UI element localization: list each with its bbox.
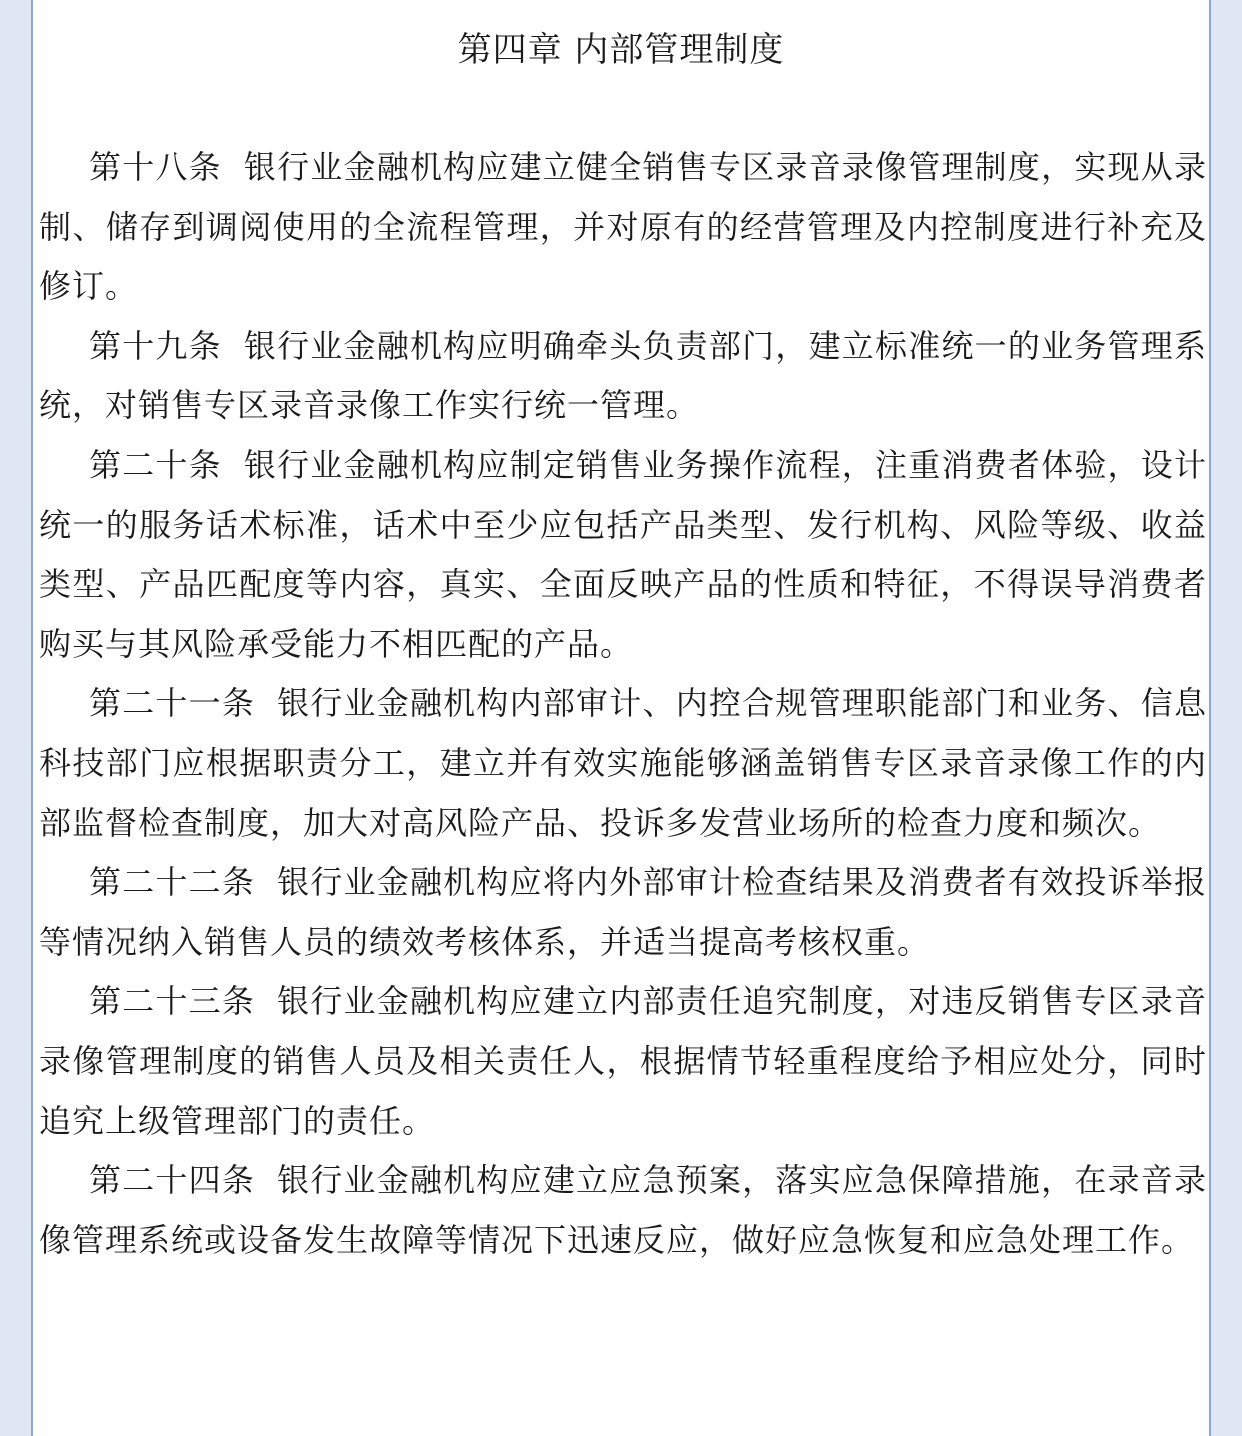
article-list <box>39 138 1207 1270</box>
article-20 <box>39 436 1207 674</box>
article-22 <box>39 853 1207 972</box>
chapter-title: 第四章 内部管理制度 <box>457 30 785 70</box>
article-number: 第二十条 <box>89 445 222 484</box>
article-text: 银行业金融机构应建立内部责任追究制度，对违反销售专区录音录像管理制度的销售人员及相关责任人，根据情节轻重程度给予相应处分，同时追究上级管理部门的责任。 <box>39 982 1207 1140</box>
article-text: 银行业金融机构内部审计、内控合规管理职能部门和业务、信息科技部门应根据职责分工，建立并有效实施能够涵盖销售专区录音录像工作的内部监督检查制度，加大对高风险产品、投诉多发营业场所的检查力度和频次。 <box>39 684 1207 842</box>
article-text: 银行业金融机构应建立健全销售专区录音录像管理制度，实现从录制、储存到调阅使用的全流程管理，并对原有的经营管理及内控制度进行补充及修订。 <box>39 148 1207 306</box>
article-24 <box>39 1151 1207 1270</box>
article-number: 第十八条 <box>89 148 222 186</box>
article-text: 银行业金融机构应建立应急预案，落实应急保障措施，在录音录像管理系统或设备发生故障等情况下迅速反应，做好应急恢复和应急处理工作。 <box>39 1161 1207 1259</box>
article-23 <box>39 972 1207 1151</box>
article-number: 第二十二条 <box>89 863 256 902</box>
document-page <box>31 0 1211 1436</box>
article-number: 第二十四条 <box>89 1161 256 1200</box>
article-21 <box>39 674 1207 853</box>
article-19 <box>39 317 1207 436</box>
article-18 <box>39 138 1207 317</box>
article-text: 银行业金融机构应制定销售业务操作流程，注重消费者体验，设计统一的服务话术标准，话术中至少应包括产品类型、发行机构、风险等级、收益类型、产品匹配度等内容，真实、全面反映产品的性质和特征，不得误导消费者购买与其风险承受能力不相匹配的产品。 <box>39 445 1207 663</box>
article-number: 第二十三条 <box>89 982 256 1021</box>
article-number: 第二十一条 <box>89 684 256 723</box>
article-text: 银行业金融机构应将内外部审计检查结果及消费者有效投诉举报等情况纳入销售人员的绩效考核体系，并适当提高考核权重。 <box>39 863 1207 961</box>
article-number: 第十九条 <box>89 326 222 365</box>
article-text: 银行业金融机构应明确牵头负责部门，建立标准统一的业务管理系统，对销售专区录音录像工作实行统一管理。 <box>39 326 1207 425</box>
